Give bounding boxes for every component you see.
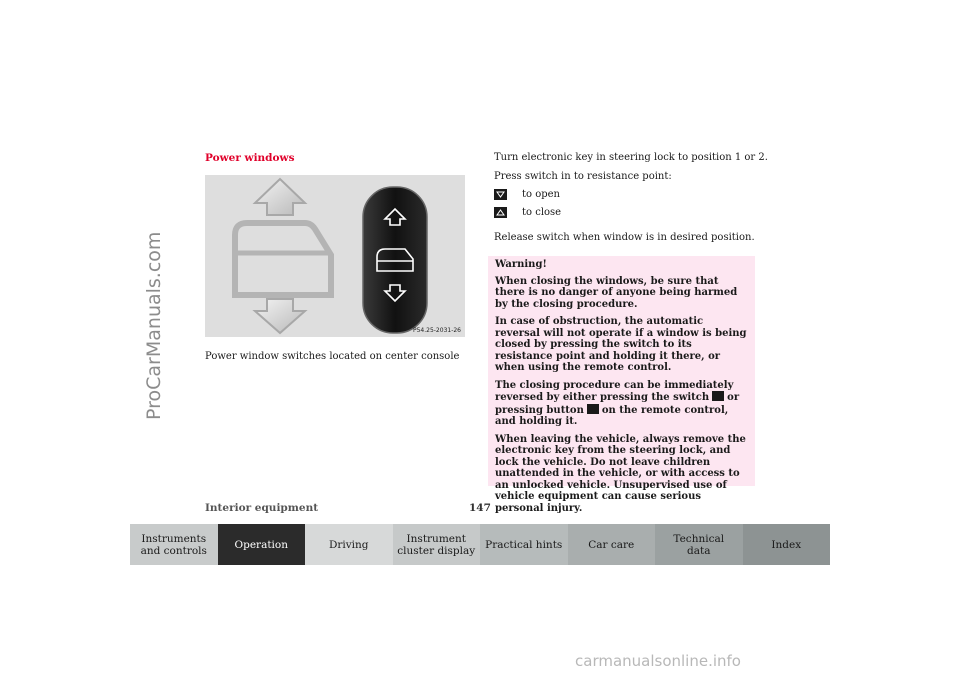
tab-index[interactable] [743, 524, 831, 565]
big-up-arrow-icon [255, 179, 305, 215]
option-close-label: to close [522, 207, 562, 218]
window-up-key-icon [494, 207, 507, 218]
tab-car-care[interactable] [568, 524, 656, 565]
tab-driving[interactable] [305, 524, 393, 565]
footer-section-name: Interior equipment [205, 502, 319, 514]
warning-para-3 [495, 380, 748, 428]
section-title: Power windows [205, 152, 295, 164]
warning-para-2: In case of obstruction, the automatic reversal will not operate if a window is being closed by pressing the switch to its resistance point and holding it there, or when using the remote control. [495, 316, 747, 373]
tab-label: Operation [234, 538, 288, 551]
unlock-button-icon [587, 404, 599, 414]
instruction-line-3: Release switch when window is in desired position. [494, 232, 755, 243]
tab-label: Instruments [141, 532, 207, 545]
bottom-watermark: carmanualsonline.info [575, 652, 741, 670]
chapter-tabs [130, 524, 830, 565]
tab-instrument-cluster-display[interactable] [393, 524, 481, 565]
tab-label: Driving [328, 538, 369, 551]
tab-label: Technical [673, 532, 725, 545]
tab-instruments-and-controls[interactable] [130, 524, 218, 565]
figure-code: P54.25-2031-26 [412, 327, 461, 334]
warning-para-4: When leaving the vehicle, always remove the electronic key from the steering lock, and lock the vehicle. Do not leave children unattended in the vehicle, or with access to an unlocked vehicle. Unsupervised use of vehicle equipment can cause serious personal injury. [495, 433, 746, 514]
tab-technical-data[interactable] [655, 524, 743, 565]
power-window-illustration [205, 175, 465, 337]
tab-label: Index [771, 538, 802, 551]
tab-label: data [687, 544, 711, 557]
warning-para-3-c: on the remote control, and holding it. [495, 404, 729, 427]
figure-caption: Power window switches located on center console [205, 351, 460, 362]
tab-label: Car care [588, 538, 635, 551]
tab-practical-hints[interactable] [480, 524, 568, 565]
window-down-key-icon [712, 391, 724, 401]
warning-para-1: When closing the windows, be sure that there is no danger of anyone being harmed by the closing procedure. [495, 275, 738, 310]
warning-box [488, 256, 755, 514]
warning-title: Warning! [495, 259, 547, 270]
tab-label: and controls [140, 544, 207, 557]
page-number: 147 [469, 502, 491, 514]
option-open [494, 189, 560, 200]
big-down-arrow-icon [255, 299, 305, 333]
tab-label: Practical hints [485, 538, 563, 551]
warning-para-3-b: or pressing button [495, 392, 740, 416]
option-open-label: to open [522, 189, 560, 200]
tab-label: Instrument [406, 532, 466, 545]
side-watermark: ProCarManuals.com [143, 231, 165, 420]
option-close [494, 207, 561, 218]
big-window-icon [235, 223, 331, 295]
tab-label: cluster display [397, 544, 476, 557]
instruction-line-1: Turn electronic key in steering lock to position 1 or 2. [494, 152, 768, 163]
window-switch-icon [363, 187, 427, 333]
tab-operation[interactable] [218, 524, 306, 565]
instruction-line-2: Press switch in to resistance point: [494, 171, 672, 182]
warning-para-3-a: The closing procedure can be immediately reversed by either pressing the switch [495, 379, 734, 403]
power-window-figure [205, 175, 465, 337]
window-down-key-icon [494, 189, 507, 200]
